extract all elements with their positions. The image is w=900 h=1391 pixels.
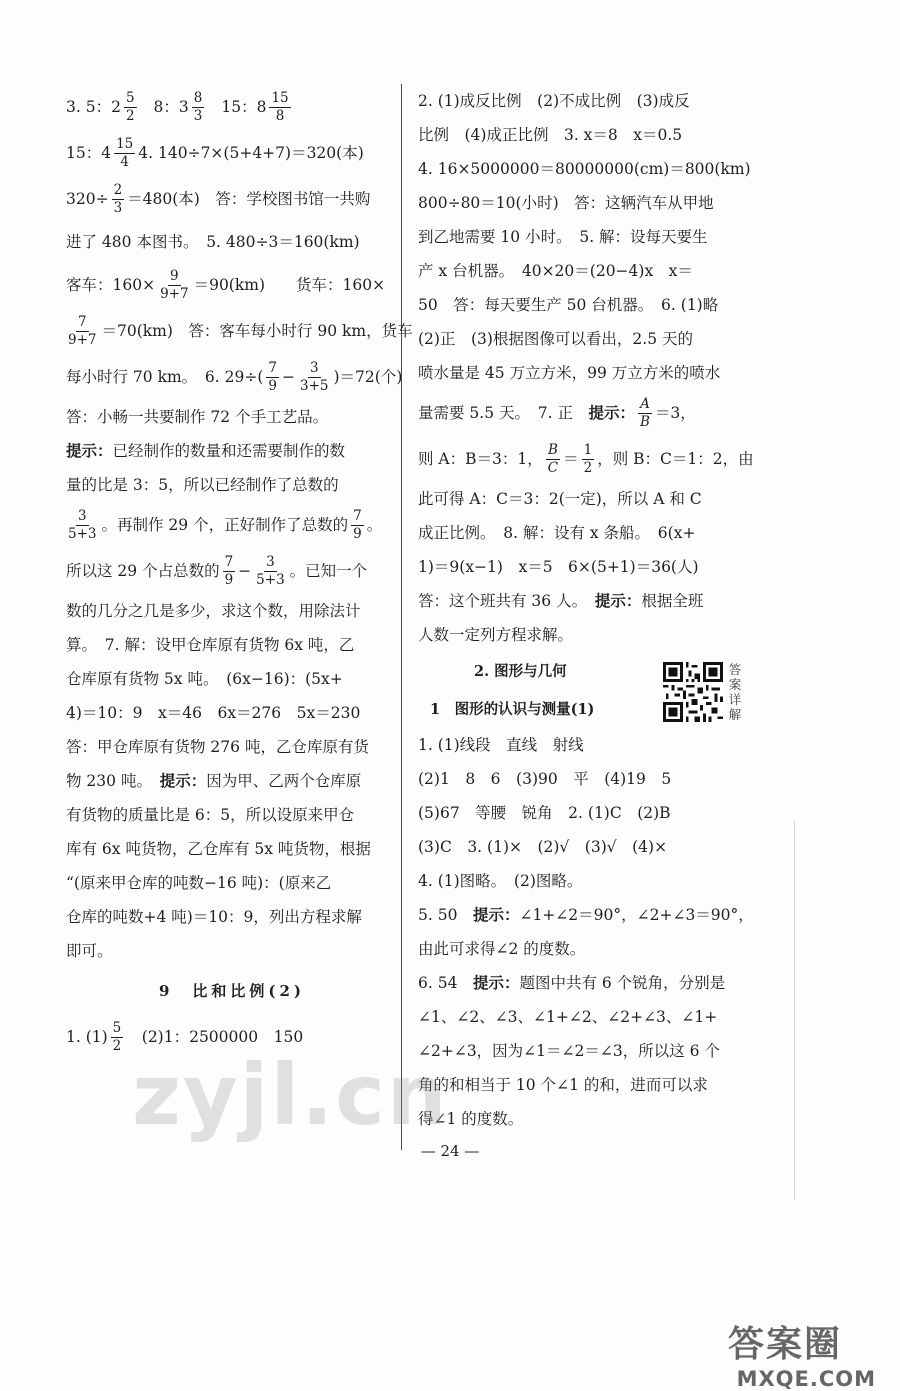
denominator: 2 bbox=[583, 459, 593, 476]
page-number: — 24 — bbox=[420, 1142, 480, 1160]
denominator: 5+3 bbox=[68, 525, 97, 542]
text: (2)1：2500000 150 bbox=[126, 1028, 304, 1046]
denominator: 8 bbox=[275, 107, 285, 124]
text: ＝3， bbox=[654, 404, 696, 422]
answer-line bbox=[66, 308, 413, 354]
hint-label: 提示： bbox=[472, 973, 520, 992]
fraction bbox=[114, 136, 135, 171]
numerator: 1 bbox=[583, 441, 593, 458]
denominator: 4 bbox=[120, 153, 129, 170]
denominator: 9 bbox=[224, 571, 234, 588]
numerator: 3 bbox=[77, 507, 87, 524]
answer-line: 得∠1 的度数。 bbox=[418, 1110, 524, 1128]
numerator: 7 bbox=[77, 313, 87, 330]
numerator: 3 bbox=[309, 359, 319, 376]
numerator: 8 bbox=[193, 89, 203, 106]
denominator: 9+7 bbox=[160, 285, 189, 302]
text: 320÷ bbox=[66, 190, 109, 208]
answer-line: 到乙地需要 10 小时。 5. 解：设每天要生 bbox=[418, 228, 708, 246]
denominator: 3 bbox=[193, 107, 203, 124]
hint-label: 提示： bbox=[66, 441, 113, 460]
text: 题图中共有 6 个锐角，分别是 bbox=[519, 974, 726, 992]
answer-line: 数的几分之几是多少，求这个数，用除法计 bbox=[66, 602, 361, 620]
answer-line: 由此可求得∠2 的度数。 bbox=[418, 940, 586, 958]
text: ＝480(本) 答：学校图书馆一共购 bbox=[127, 190, 371, 208]
answer-line bbox=[66, 502, 398, 548]
denominator: 9 bbox=[268, 377, 277, 394]
answer-line: ∠2+∠3，因为∠1＝∠2＝∠3，所以这 6 个 bbox=[418, 1042, 720, 1060]
answer-line: ∠1、∠2、∠3、∠1+∠2、∠2+∠3、∠1+ bbox=[418, 1008, 718, 1026]
answer-line: 答：甲仓库原有货物 276 吨，乙仓库原有货 bbox=[66, 738, 369, 756]
answer-line bbox=[66, 176, 398, 222]
numerator: 9 bbox=[170, 267, 179, 284]
denominator: 3 bbox=[113, 199, 123, 216]
answer-line bbox=[66, 548, 398, 594]
text: 已经制作的数量和还需要制作的数 bbox=[112, 442, 346, 460]
qr-side-label: 答案详解 bbox=[728, 662, 742, 722]
numerator: 3 bbox=[266, 553, 275, 570]
denominator: 9+7 bbox=[68, 331, 97, 348]
numerator: 15 bbox=[116, 135, 134, 152]
answer-line bbox=[66, 764, 398, 798]
answer-line bbox=[418, 390, 754, 436]
text: ＝70(km) 答：客车每小时行 90 km，货车 bbox=[101, 322, 413, 340]
watermark: zyjl.cn bbox=[132, 1046, 449, 1144]
answer-line: 800÷80＝10(小时) 答：这辆汽车从甲地 bbox=[418, 194, 714, 212]
qr-code-icon[interactable] bbox=[663, 662, 723, 722]
answer-line: 50 答：每天要生产 50 台机器。 6. (1)略 bbox=[418, 296, 719, 314]
answer-line bbox=[66, 354, 403, 400]
fraction bbox=[112, 182, 125, 217]
text: 。 bbox=[366, 516, 383, 534]
fraction bbox=[111, 1020, 124, 1055]
denominator: 5+3 bbox=[256, 571, 285, 588]
answer-line: 4. (1)图略。 (2)图略。 bbox=[418, 872, 583, 890]
answer-line: 1. (1)线段 直线 射线 bbox=[418, 736, 584, 754]
text: 4. 140÷7×(5+4+7)＝320(本) bbox=[138, 144, 364, 162]
numerator: 2 bbox=[113, 181, 123, 198]
text: 5. 50 bbox=[418, 906, 473, 924]
fraction bbox=[158, 268, 191, 303]
answer-line: 此可得 A：C＝3：2(一定)，所以 A 和 C bbox=[418, 490, 702, 508]
answer-line: (2)1 8 6 (3)90 平 (4)19 5 bbox=[418, 770, 672, 788]
answer-line: 2. (1)成反比例 (2)不成比例 (3)成反 bbox=[418, 92, 690, 110]
denominator: 3+5 bbox=[300, 377, 329, 394]
answer-line: 仓库的吨数+4 吨)＝10：9，列出方程求解 bbox=[66, 908, 362, 926]
answer-line: 有货物的质量比是 6：5，所以设原来甲仓 bbox=[66, 806, 355, 824]
answer-line: 喷水量是 45 万立方米，99 万立方米的喷水 bbox=[418, 364, 721, 382]
qr-code-graphic bbox=[663, 662, 723, 722]
answer-line: 即可。 bbox=[66, 942, 113, 960]
text: 量需要 5.5 天。 7. 正 bbox=[418, 404, 589, 422]
text: 每小时行 70 km。 6. 29÷( bbox=[66, 368, 264, 386]
answer-line: 比例 (4)成正比例 3. x＝8 x＝0.5 bbox=[418, 126, 683, 144]
text: − bbox=[238, 562, 252, 580]
answer-line: 算。 7. 解：设甲仓库原有货物 6x 吨，乙 bbox=[66, 636, 355, 654]
fraction bbox=[223, 554, 236, 589]
text: 所以这 29 个占总数的 bbox=[66, 562, 220, 580]
answer-line: “(原来甲仓库的吨数−16 吨)：(原来乙 bbox=[66, 874, 332, 892]
hint-label: 提示： bbox=[159, 771, 207, 790]
numerator: B bbox=[547, 441, 558, 458]
fraction bbox=[192, 90, 205, 125]
hint-label: 提示： bbox=[588, 403, 635, 422]
answer-line: (3)C 3. (1)× (2)√ (3)√ (4)× bbox=[418, 838, 668, 856]
text: 15：4 bbox=[66, 144, 112, 162]
answer-line: 仓库原有货物 5x 吨。 (6x−16)：(5x+ bbox=[66, 670, 343, 688]
fraction bbox=[582, 442, 595, 477]
text: ＝ bbox=[563, 450, 579, 468]
site-logo bbox=[728, 1316, 888, 1391]
text: )＝72(个) bbox=[333, 368, 403, 386]
answer-line: (5)67 等腰 锐角 2. (1)C (2)B bbox=[418, 804, 671, 822]
numerator: 7 bbox=[268, 359, 277, 376]
answer-line: 进了 480 本图书。 5. 480÷3＝160(km) bbox=[66, 233, 360, 251]
denominator: 2 bbox=[125, 107, 135, 124]
answer-line: 1)＝9(x−1) x＝5 6×(5+1)＝36(人) bbox=[418, 558, 699, 576]
fraction bbox=[254, 554, 287, 589]
answer-line bbox=[418, 436, 754, 482]
answer-line bbox=[418, 966, 754, 1000]
denominator: 2 bbox=[112, 1037, 122, 1054]
text: 1. (1) bbox=[66, 1028, 108, 1046]
answer-line: 成正比例。 8. 解：设有 x 条船。 6(x+ bbox=[418, 524, 696, 542]
fraction bbox=[66, 314, 99, 349]
numerator: 7 bbox=[353, 507, 362, 524]
text: 。再制作 29 个，正好制作了总数的 bbox=[101, 516, 349, 534]
right-column bbox=[418, 84, 754, 1136]
denominator: 9 bbox=[353, 525, 362, 542]
text: 。已知一个 bbox=[289, 562, 368, 580]
numerator: 7 bbox=[224, 553, 234, 570]
left-column bbox=[66, 84, 413, 1060]
text: 3. 5：2 bbox=[66, 98, 121, 116]
column-divider bbox=[401, 84, 402, 1150]
text: ，则 B：C＝1：2，由 bbox=[597, 450, 754, 468]
text: 根据全班 bbox=[641, 592, 704, 610]
answer-line: 4. 16×5000000＝80000000(cm)＝800(km) bbox=[418, 160, 751, 178]
answer-line: 4)＝10：9 x＝46 6x＝276 5x＝230 bbox=[66, 704, 361, 722]
answer-line bbox=[418, 898, 754, 932]
answer-line: 库有 6x 吨货物，乙仓库有 5x 吨货物，根据 bbox=[66, 840, 371, 858]
answer-line: 角的和相当于 10 个∠1 的和，进而可以求 bbox=[418, 1076, 708, 1094]
answer-line bbox=[66, 434, 398, 468]
text: ＝90(km) 货车：160× bbox=[193, 276, 386, 294]
fraction bbox=[269, 90, 290, 125]
numerator: 5 bbox=[112, 1019, 122, 1036]
logo-main-text: 答案圈 bbox=[728, 1324, 843, 1365]
fraction bbox=[298, 360, 331, 395]
text: 则 A：B＝3：1， bbox=[418, 450, 543, 468]
denominator: C bbox=[547, 459, 559, 476]
text: 8：3 bbox=[153, 98, 189, 116]
chapter-label: 2. 图形与几何 bbox=[474, 663, 567, 680]
fraction bbox=[124, 90, 137, 125]
answer-line: 人数一定列方程求解。 bbox=[418, 626, 574, 644]
answer-line: 量的比是 3：5，所以已经制作了总数的 bbox=[66, 476, 339, 494]
fraction bbox=[546, 442, 560, 477]
text: ∠1+∠2＝90°，∠2+∠3＝90°， bbox=[519, 906, 754, 924]
numerator: A bbox=[640, 395, 650, 412]
numerator: 15 bbox=[271, 89, 289, 106]
answer-line bbox=[66, 130, 398, 176]
numerator: 5 bbox=[125, 89, 135, 106]
fraction bbox=[266, 360, 279, 395]
answer-line bbox=[66, 262, 398, 308]
denominator: B bbox=[640, 413, 650, 430]
text: 物 230 吨。 bbox=[66, 772, 160, 790]
logo-sub-text: MXQE.COM bbox=[736, 1367, 876, 1391]
text: 因为甲、乙两个仓库原 bbox=[206, 772, 362, 790]
text: 15：8 bbox=[221, 98, 267, 116]
subsection-label: 1 图形的认识与测量(1) bbox=[430, 701, 595, 718]
text: 客车：160× bbox=[66, 276, 156, 294]
fraction bbox=[638, 396, 652, 431]
text: 答：这个班共有 36 人。 bbox=[418, 592, 595, 610]
answer-line: (2)正 (3)根据图像可以看出，2.5 天的 bbox=[418, 330, 693, 348]
text: − bbox=[282, 368, 295, 386]
fraction bbox=[66, 508, 99, 543]
answer-line: 答：小畅一共要制作 72 个手工艺品。 bbox=[66, 408, 329, 426]
hint-label: 提示： bbox=[472, 905, 520, 924]
fraction bbox=[351, 508, 364, 543]
text: 6. 54 bbox=[418, 974, 473, 992]
answer-line bbox=[66, 84, 398, 130]
section-title: 9 比和比例(2) bbox=[158, 982, 306, 1000]
answer-line bbox=[418, 584, 754, 618]
hint-label: 提示： bbox=[594, 591, 642, 610]
answer-line: 产 x 台机器。 40×20＝(20−4)x x＝ bbox=[418, 262, 693, 280]
